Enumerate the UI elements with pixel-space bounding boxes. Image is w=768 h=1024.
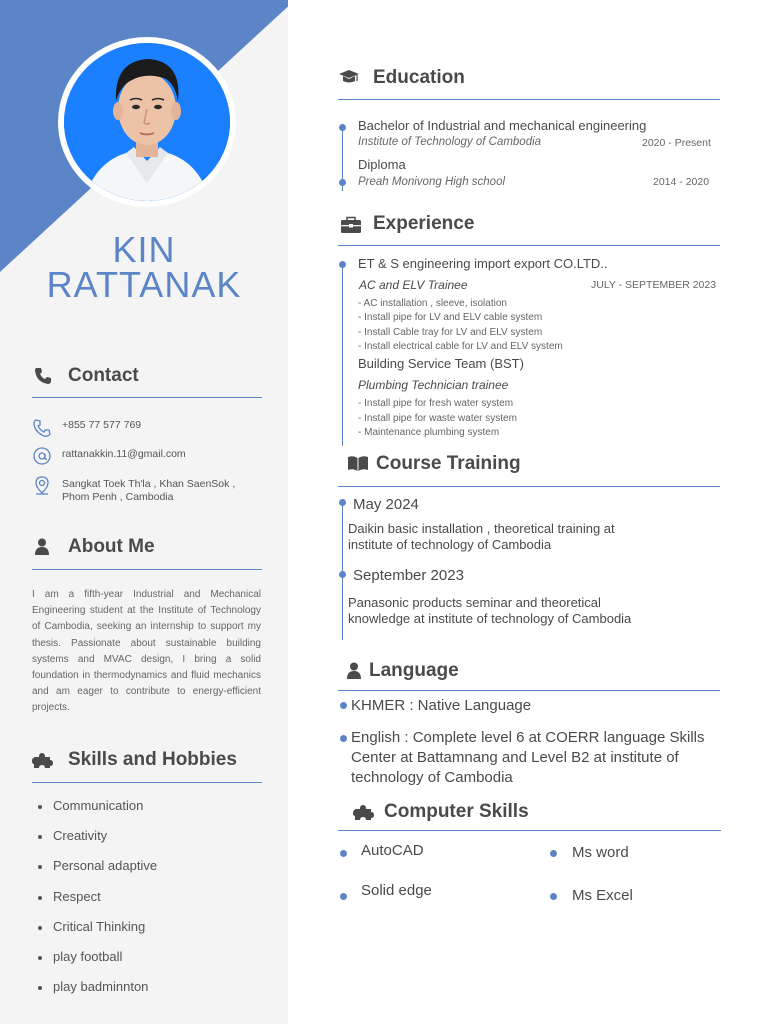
skill-item: Personal adaptive bbox=[38, 858, 157, 888]
about-title: About Me bbox=[68, 536, 155, 557]
phone-icon bbox=[34, 367, 52, 385]
skill-item: play football bbox=[38, 949, 157, 979]
experience-title: Experience bbox=[373, 213, 475, 234]
profile-photo bbox=[64, 43, 230, 201]
first-name: KIN bbox=[112, 229, 176, 270]
timeline-dot bbox=[339, 571, 346, 578]
email-icon bbox=[32, 446, 52, 466]
computer-skills-divider bbox=[338, 830, 721, 831]
training-title: Course Training bbox=[376, 453, 521, 474]
training-desc: institute of technology of Cambodia bbox=[348, 537, 552, 552]
training-date: May 2024 bbox=[353, 496, 419, 513]
exp-task: - Maintenance plumbing system bbox=[358, 427, 500, 438]
skill-item: Creativity bbox=[38, 828, 157, 858]
phone-icon bbox=[32, 418, 52, 438]
exp-company: Building Service Team (BST) bbox=[358, 356, 524, 371]
skill-dot bbox=[340, 893, 347, 900]
timeline-dot bbox=[339, 124, 346, 131]
exp-role: AC and ELV Trainee bbox=[359, 278, 468, 292]
language-item: English : Complete level 6 at COERR language Skills Center at Battamnang and Level B2 at institute of technology of Cambodia bbox=[351, 729, 705, 786]
skills-divider bbox=[32, 782, 262, 783]
graduation-cap-icon bbox=[338, 69, 360, 85]
language-item: KHMER : Native Language bbox=[351, 697, 532, 714]
skill-item: Respect bbox=[38, 889, 157, 919]
exp-task: - Install electrical cable for LV and ELV system bbox=[358, 341, 563, 352]
training-divider bbox=[338, 486, 720, 487]
exp-task: - Install pipe for fresh water system bbox=[358, 398, 514, 409]
contact-divider bbox=[32, 397, 262, 398]
location-icon bbox=[32, 475, 52, 497]
about-divider bbox=[32, 569, 262, 570]
skill-item: Communication bbox=[38, 798, 157, 828]
skills-list bbox=[38, 798, 157, 1009]
training-desc: Panasonic products seminar and theoretical bbox=[348, 595, 601, 610]
computer-skills-title: Computer Skills bbox=[384, 801, 529, 822]
skill-item: play badminnton bbox=[38, 979, 157, 1009]
training-desc: Daikin basic installation , theoretical training at bbox=[348, 521, 615, 536]
puzzle-icon bbox=[353, 803, 375, 821]
language-dot bbox=[340, 735, 347, 742]
training-date: September 2023 bbox=[353, 567, 464, 584]
language-title: Language bbox=[369, 660, 459, 681]
computer-skill: Ms word bbox=[572, 844, 629, 861]
book-icon bbox=[347, 455, 369, 472]
phone-number[interactable]: +855 77 577 769 bbox=[62, 419, 142, 431]
skill-dot bbox=[550, 850, 557, 857]
skill-dot bbox=[340, 850, 347, 857]
skill-item: Critical Thinking bbox=[38, 919, 157, 949]
person-icon bbox=[347, 662, 361, 679]
timeline-dot bbox=[339, 179, 346, 186]
skills-title: Skills and Hobbies bbox=[68, 749, 237, 770]
about-text: I am a fifth-year Industrial and Mechanical Engineering student at the Institute of Technology of Cambodia, seeking an internship to support my thesis. Passionate about sustainable building systems and MVAC design, I bring a solid foundation in thermodynamics and fluid mechanics and am eager to contribute to energy-efficient projects. bbox=[32, 589, 261, 714]
experience-timeline bbox=[342, 262, 343, 446]
education-divider bbox=[338, 99, 720, 100]
computer-skill: Ms Excel bbox=[572, 887, 633, 904]
training-desc: knowledge at institute of technology of Cambodia bbox=[348, 611, 632, 626]
exp-task: - Install Cable tray for LV and ELV system bbox=[358, 327, 543, 338]
experience-divider bbox=[338, 245, 720, 246]
puzzle-icon bbox=[32, 751, 54, 769]
language-dot bbox=[340, 702, 347, 709]
education-title: Education bbox=[373, 67, 465, 88]
sidebar bbox=[0, 0, 288, 1024]
edu-period: 2014 - 2020 bbox=[653, 176, 710, 188]
briefcase-icon bbox=[340, 216, 362, 234]
edu-degree: Diploma bbox=[358, 157, 406, 172]
exp-task: - AC installation , sleeve, isolation bbox=[358, 298, 507, 309]
edu-school: Institute of Technology of Cambodia bbox=[358, 136, 542, 148]
timeline-dot bbox=[339, 261, 346, 268]
timeline-dot bbox=[339, 499, 346, 506]
email-address[interactable]: rattanakkin.11@gmail.com bbox=[62, 448, 186, 460]
language-divider bbox=[338, 690, 720, 691]
exp-role: Plumbing Technician trainee bbox=[358, 378, 509, 392]
skill-dot bbox=[550, 893, 557, 900]
exp-company: ET & S engineering import export CO.LTD.. bbox=[358, 256, 608, 271]
edu-period: 2020 - Present bbox=[642, 137, 711, 149]
address-line-1: Sangkat Toek Th'la , Khan SaenSok , bbox=[62, 478, 236, 490]
last-name: RATTANAK bbox=[46, 264, 242, 305]
edu-school: Preah Monivong High school bbox=[358, 176, 506, 188]
contact-title: Contact bbox=[68, 365, 139, 386]
exp-task: - Install pipe for waste water system bbox=[358, 413, 517, 424]
exp-task: - Install pipe for LV and ELV cable system bbox=[358, 312, 543, 323]
exp-period: JULY - SEPTEMBER 2023 bbox=[591, 279, 717, 291]
edu-degree: Bachelor of Industrial and mechanical engineering bbox=[358, 118, 647, 133]
address-line-2: Phom Penh , Cambodia bbox=[62, 491, 174, 503]
computer-skill: Solid edge bbox=[361, 882, 432, 899]
computer-skill: AutoCAD bbox=[361, 842, 424, 859]
person-icon bbox=[35, 538, 49, 555]
